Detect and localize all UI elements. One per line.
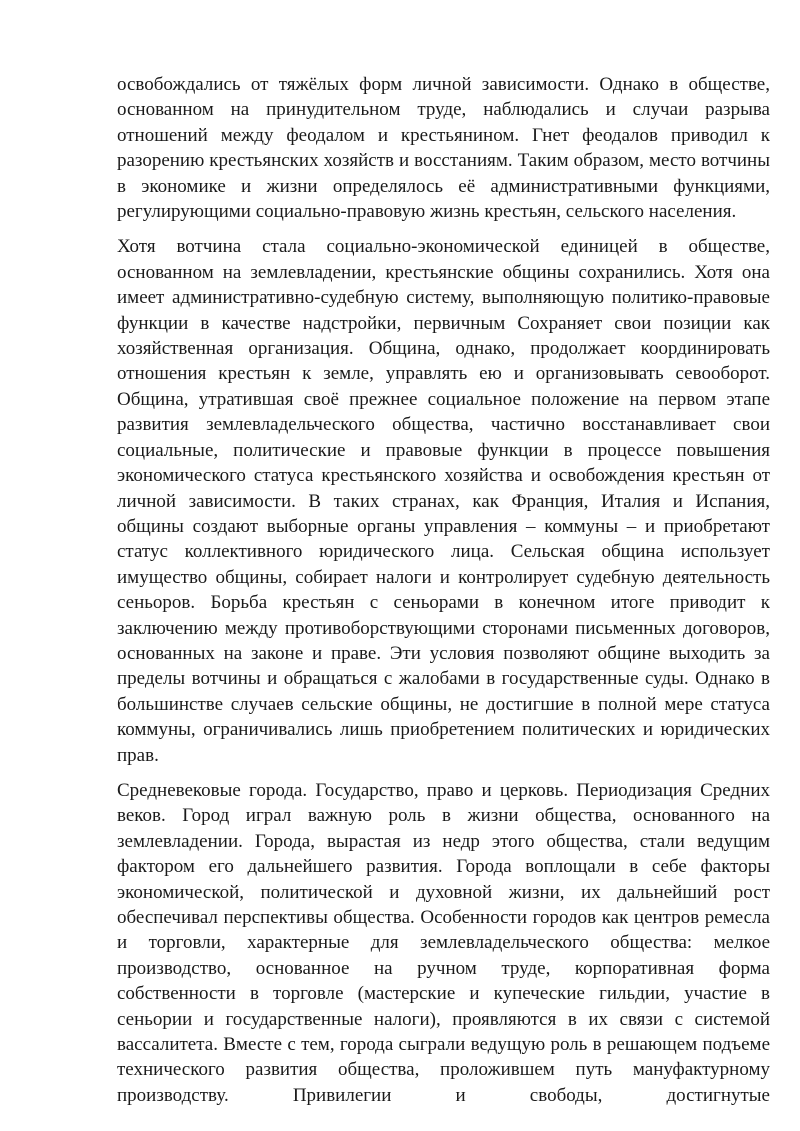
paragraph-1: освобождались от тяжёлых форм личной зависимости. Однако в обществе, основанном на принудительном труде, наблюдались и случаи разрыва отношений между феодалом и крестьянином. Гнет феодалов приводил к разорению крестьянских хозяйств и восстаниям. Таким образом, место вотчины в экономике и жизни определялось её административными функциями, регулирующими социально-правовую жизнь крестьян, сельского населения. [117, 74, 770, 223]
paragraph-2: Хотя вотчина стала социально-экономической единицей в обществе, основанном на землевладении, крестьянские общины сохранились. Хотя она имеет административно-судебную систему, выполняющую политико-правовые функции в качестве надстройки, первичным Сохраняет свои позиции как хозяйственная организация. Община, однако, продолжает координировать отношения крестьян к земле, управлять ею и организовывать севооборот. Община, утратившая своё прежнее социальное положение на первом этапе развития землевладельческого общества, частично восстанавливает свои социальные, политические и правовые функции в процессе повышения экономического статуса крестьянского хозяйства и освобождения крестьян от личной зависимости. В таких странах, как Франция, Италия и Испания, общины создают выборные органы управления – коммуны – и приобретают статус коллективного юридического лица. Сельская община использует имущество общины, собирает налоги и контролирует судебную деятельность сеньоров. Борьба крестьян с сеньорами в конечном итоге приводит к заключению между противоборствующими сторонами письменных договоров, основанных на законе и праве. Эти условия позволяют общине выходить за пределы вотчины и обращаться с жалобами в государственные суды. Однако в большинстве случаев сельские общины, не достигшие в полной мере статуса коммуны, ограничивались лишь приобретением политических и юридических прав. [117, 236, 770, 766]
document-text [117, 72, 770, 1108]
paragraph-3: Средневековые города. Государство, право и церковь. Периодизация Средних веков. Город играл важную роль в жизни общества, основанного на землевладении. Города, вырастая из недр этого общества, стали ведущим фактором его дальнейшего развития. Города воплощали в себе факторы экономической, политической и духовной жизни, их дальнейший рост обеспечивал перспективы общества. Особенности городов как центров ремесла и торговли, характерные для землевладельческого общества: мелкое производство, основанное на ручном труде, корпоративная форма собственности в торговле (мастерские и купеческие гильдии, участие в сеньории и государственные налоги), проявляются в их связи с системой вассалитета. Вместе с тем, города сыграли ведущую роль в решающем подъеме технического развития общества, проложившем путь мануфактурному производству. Привилегии и свободы, достигнутые [117, 779, 770, 1106]
